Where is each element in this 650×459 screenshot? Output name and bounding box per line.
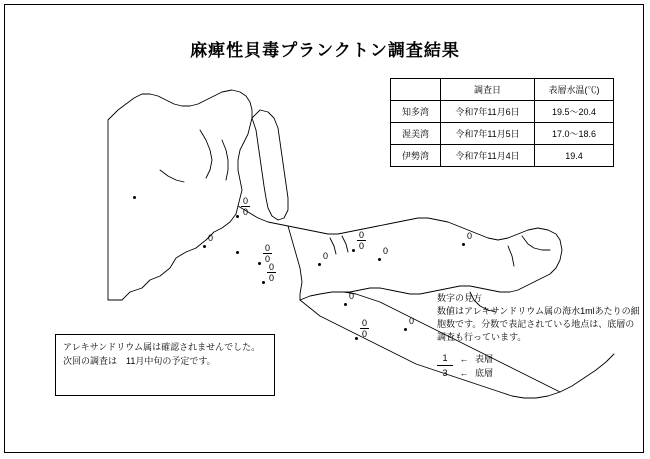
page-title: 麻痺性貝毒プランクトン調査結果 — [190, 41, 460, 60]
legend-key-top-label: 表層 — [475, 353, 494, 364]
station-value: 0 — [467, 231, 473, 241]
arrow-icon: ← — [459, 353, 469, 364]
table-header-temp: 表層水温(℃) — [535, 79, 614, 101]
row-area: 伊勢湾 — [391, 145, 441, 167]
row-date: 令和7年11月4日 — [441, 145, 535, 167]
station-fraction — [263, 243, 272, 264]
station-surface-value: 0 — [242, 196, 248, 206]
station-dot-icon — [404, 328, 407, 331]
station-dot-icon — [203, 245, 206, 248]
legend-key-bottom-label: 底層 — [475, 367, 494, 378]
survey-table — [390, 78, 614, 167]
legend-key-top-value: 1 — [437, 352, 453, 366]
station-dot-icon — [462, 243, 465, 246]
legend-body: 数値はアレキサンドリウム属の海水1mlあたりの細胞数です。分数で表記されている地点は、底層の調査も行っています。 — [437, 306, 640, 343]
station-fraction — [241, 196, 250, 217]
station-value: 0 — [349, 291, 355, 301]
station-dot-icon — [378, 258, 381, 261]
arrow-icon: ← — [459, 367, 469, 378]
station-dot-icon — [352, 249, 355, 252]
station-dot-icon — [355, 337, 358, 340]
row-date: 令和7年11月6日 — [441, 101, 535, 123]
legend-key-bottom-value: 3 — [442, 367, 448, 378]
station-value: 0 — [409, 316, 415, 326]
station-bottom-value: 0 — [264, 254, 270, 264]
table-header-blank — [391, 79, 441, 101]
legend-key — [437, 352, 493, 380]
row-temp: 19.4 — [535, 145, 614, 167]
table-row — [391, 145, 614, 167]
table-row — [391, 101, 614, 123]
row-temp: 17.0～18.6 — [535, 123, 614, 145]
station-surface-value: 0 — [361, 318, 367, 328]
station-fraction — [360, 318, 369, 339]
legend-title: 数字の見方 — [437, 293, 483, 303]
row-area: 渥美湾 — [391, 123, 441, 145]
station-fraction — [357, 230, 366, 251]
station-value: 0 — [383, 246, 389, 256]
table-header-row — [391, 79, 614, 101]
table-header-date: 調査日 — [441, 79, 535, 101]
station-value: 0 — [208, 233, 214, 243]
row-date: 令和7年11月5日 — [441, 123, 535, 145]
row-area: 知多湾 — [391, 101, 441, 123]
station-value: 0 — [323, 251, 329, 261]
station-dot-icon — [258, 262, 261, 265]
station-bottom-value: 0 — [242, 207, 248, 217]
note-box: アレキサンドリウム属は確認されませんでした。次回の調査は 11月中旬の予定です。 — [55, 334, 275, 396]
station-surface-value: 0 — [268, 262, 274, 272]
station-dot-icon — [262, 281, 265, 284]
legend-description — [437, 292, 642, 344]
station-fraction — [267, 262, 276, 283]
legend-key-row-surface — [437, 352, 493, 366]
station-dot-icon — [133, 196, 136, 199]
table-row — [391, 123, 614, 145]
station-dot-icon — [344, 303, 347, 306]
station-surface-value: 0 — [264, 243, 270, 253]
station-dot-icon — [236, 251, 239, 254]
station-dot-icon — [236, 215, 239, 218]
station-surface-value: 0 — [358, 230, 364, 240]
legend-key-row-bottom — [437, 366, 493, 380]
station-bottom-value: 0 — [268, 273, 274, 283]
station-dot-icon — [318, 263, 321, 266]
station-bottom-value: 0 — [358, 241, 364, 251]
station-bottom-value: 0 — [361, 329, 367, 339]
row-temp: 19.5～20.4 — [535, 101, 614, 123]
